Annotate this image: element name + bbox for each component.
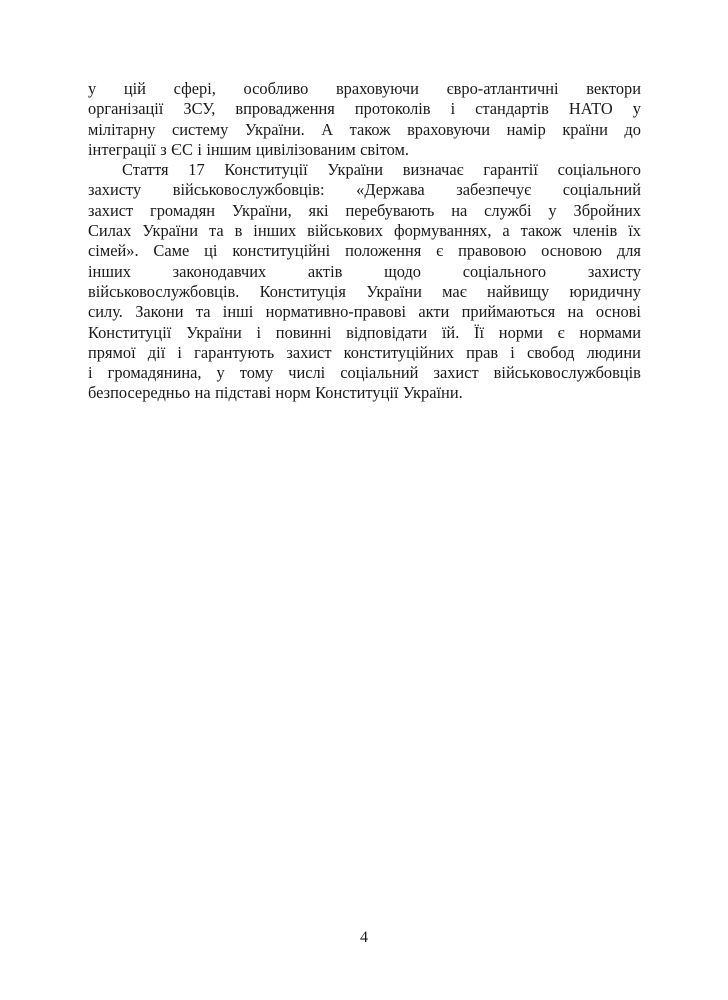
word: акти: [418, 302, 450, 322]
text-line: [88, 180, 641, 200]
word: враховуючи: [407, 119, 491, 139]
text-line: [88, 201, 641, 221]
word: вектори: [586, 79, 641, 98]
word: тому: [239, 363, 274, 383]
text-line: [88, 302, 641, 322]
word: і: [197, 139, 202, 159]
word: Конституції: [315, 383, 399, 403]
word: та: [208, 221, 224, 241]
page-number: 4: [360, 929, 368, 946]
word: України,: [231, 200, 292, 220]
word: на: [194, 383, 211, 403]
word: членів: [572, 221, 618, 241]
text-line: [88, 343, 641, 363]
word: інтеграції: [88, 139, 156, 159]
text-line: [88, 221, 641, 241]
word: України: [327, 160, 384, 180]
word: також: [520, 221, 562, 241]
word: іншим: [206, 139, 252, 159]
word: НАТО: [568, 99, 613, 119]
word: забезпечує: [456, 180, 532, 200]
word: України.: [402, 383, 463, 403]
word: і: [450, 99, 456, 119]
word: має: [442, 281, 467, 301]
word: у: [632, 99, 641, 119]
word: їх: [628, 221, 641, 241]
word: визначає: [402, 160, 464, 180]
text-line: [88, 282, 641, 302]
word: «Держава: [356, 180, 425, 200]
word: захист: [88, 200, 134, 220]
word: військових: [307, 221, 383, 241]
word: Саме: [153, 241, 190, 261]
word: нормами: [579, 322, 641, 342]
word: соціальний: [562, 180, 641, 200]
word: світом.: [360, 139, 410, 159]
word: нормативно-правові: [265, 302, 407, 322]
word: військовослужбовців:: [172, 180, 325, 200]
word: гарантії: [483, 160, 538, 180]
word: Стаття: [122, 160, 169, 180]
word: основою: [541, 241, 603, 261]
word: правовою: [458, 241, 527, 261]
word: Закони: [135, 302, 184, 322]
word: у: [216, 363, 225, 383]
text-line: [88, 383, 641, 403]
body-text: [88, 79, 641, 404]
word: для: [616, 241, 641, 261]
word: безпосередньо: [88, 383, 191, 403]
word: в: [234, 221, 243, 241]
word: військовослужбовців.: [88, 281, 240, 301]
word: стандартів: [475, 99, 549, 119]
word: Її: [474, 322, 485, 342]
word: людини: [586, 342, 641, 362]
word: сімей».: [88, 241, 139, 261]
word: актів: [307, 261, 343, 281]
text-line: [88, 363, 641, 383]
word: і: [256, 322, 262, 342]
word: юридичну: [569, 281, 641, 301]
word: і: [177, 342, 182, 362]
word: приймаються: [461, 302, 556, 322]
word: їй.: [441, 322, 460, 342]
word: захист: [286, 342, 332, 362]
text-line: [88, 241, 641, 261]
word: ці: [204, 241, 218, 261]
text-line: [88, 140, 641, 160]
word: громадянина,: [107, 363, 202, 383]
word: захисту: [88, 180, 142, 200]
word: і: [88, 363, 93, 383]
word: систему: [172, 119, 229, 139]
word: захист: [433, 363, 479, 383]
word: особливо: [243, 79, 309, 98]
word: є: [436, 241, 444, 261]
word: захисту: [587, 261, 641, 281]
word: Збройних: [573, 200, 641, 220]
word: на: [567, 302, 584, 322]
word: до: [624, 119, 641, 139]
word: 17: [188, 160, 205, 180]
text-line: [88, 323, 641, 343]
word: норми: [498, 322, 543, 342]
word: формуваннях,: [393, 221, 492, 241]
text-line: [88, 120, 641, 140]
word: гарантують: [194, 342, 275, 362]
word: силу.: [88, 302, 123, 322]
word: соціального: [557, 160, 641, 180]
text-line: [88, 262, 641, 282]
word: України.: [244, 119, 305, 139]
word: намір: [506, 119, 546, 139]
word: ЗСУ,: [183, 99, 216, 119]
text-line: [88, 160, 641, 180]
word: у: [548, 200, 557, 220]
word: мілітарну: [88, 119, 156, 139]
word: інших: [253, 221, 297, 241]
word: враховуючи: [335, 79, 419, 98]
word: а: [502, 221, 510, 241]
word: А: [321, 119, 334, 139]
word: і: [510, 342, 515, 362]
word: положення: [345, 241, 422, 261]
word: повинні: [275, 322, 332, 342]
word: перебувають: [345, 200, 435, 220]
word: інші: [222, 302, 254, 322]
word: України: [142, 221, 199, 241]
word: ЄС: [171, 139, 193, 159]
word: службі: [484, 200, 532, 220]
word: Силах: [88, 221, 132, 241]
word: підставі: [215, 383, 271, 403]
word: основі: [595, 302, 641, 322]
word: числі: [288, 363, 326, 383]
word: які: [308, 200, 329, 220]
word: євро-атлантичні: [446, 79, 559, 98]
word: інших: [88, 261, 131, 281]
word: країни: [562, 119, 608, 139]
word: військовослужбовців: [493, 363, 641, 383]
word: громадян: [150, 200, 216, 220]
word: цивілізованим: [255, 139, 356, 159]
word: з: [160, 139, 167, 159]
word: впровадження: [235, 99, 335, 119]
word: на: [451, 200, 468, 220]
word: організації: [88, 99, 164, 119]
word: Конституція: [259, 281, 346, 301]
word: свобод: [526, 342, 575, 362]
text-line: [88, 99, 641, 119]
word: дії: [147, 342, 166, 362]
word: та: [195, 302, 211, 322]
word: прав: [466, 342, 499, 362]
word: у: [88, 79, 97, 98]
word: конституційних: [343, 342, 454, 362]
word: законодавчих: [172, 261, 267, 281]
word: Конституції: [224, 160, 308, 180]
word: також: [349, 119, 391, 139]
word: відповідати: [346, 322, 428, 342]
word: України: [366, 281, 422, 301]
word: протоколів: [354, 99, 431, 119]
word: прямої: [88, 342, 136, 362]
word: щодо: [384, 261, 422, 281]
word: цій: [123, 79, 146, 98]
word: норм: [275, 383, 311, 403]
word: найвищу: [487, 281, 550, 301]
word: конституційні: [232, 241, 331, 261]
word: сфері,: [173, 79, 216, 98]
word: України: [186, 322, 242, 342]
word: соціального: [462, 261, 547, 281]
word: соціальний: [340, 363, 419, 383]
text-line: [88, 79, 641, 99]
word: є: [557, 322, 565, 342]
word: Конституції: [88, 322, 172, 342]
